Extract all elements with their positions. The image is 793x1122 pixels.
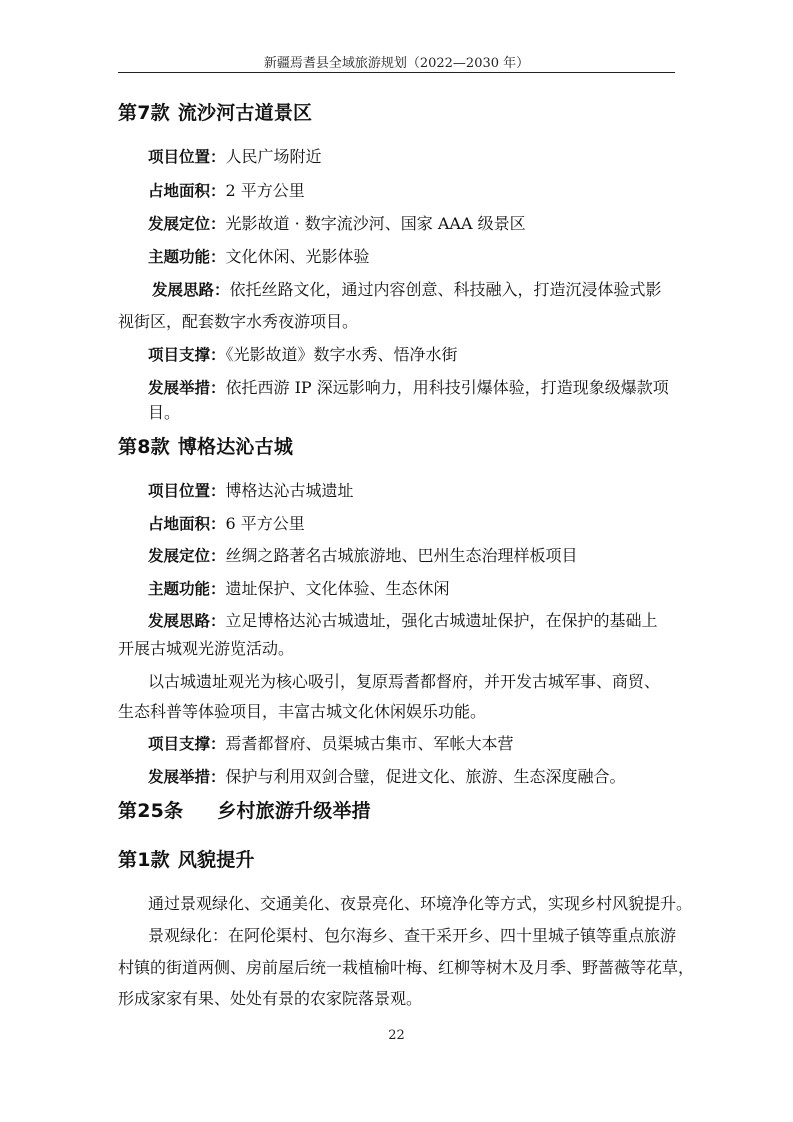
body-paragraph-cont: 村镇的街道两侧、房前屋后统一栽植榆叶梅、红柳等树木及月季、野蔷薇等花草， (118, 958, 695, 977)
field-idea-cont: 视街区，配套数字水秀夜游项目。 (118, 312, 359, 331)
field-value: 遗址保护、文化体验、生态休闲 (225, 579, 450, 598)
field-value: 保护与利用双剑合璧，促进文化、旅游、生态深度融合。 (225, 767, 626, 786)
field-value: 丝绸之路著名古城旅游地、巴州生态治理样板项目 (225, 546, 578, 565)
field-label: 发展举措： (148, 768, 226, 786)
field-label: 项目位置： (148, 482, 226, 500)
field-label: 发展思路： (148, 612, 226, 630)
body-paragraph: 景观绿化：在阿伦渠村、包尔海乡、查干采开乡、四十里城子镇等重点旅游 (148, 926, 677, 945)
page-number: 22 (388, 1028, 405, 1043)
field-idea (152, 279, 662, 301)
section-number: 第7款 (118, 102, 170, 124)
field-label: 主题功能： (148, 248, 226, 266)
field-measures (148, 766, 626, 788)
section-title: 流沙河古道景区 (177, 102, 313, 124)
body-paragraph: 通过景观绿化、交通美化、夜景亮化、环境净化等方式，实现乡村风貌提升。 (148, 894, 693, 913)
field-label: 发展定位： (148, 215, 226, 233)
field-label: 发展定位： (148, 547, 226, 565)
section-heading-7 (118, 98, 312, 125)
body-paragraph-cont: 生态科普等体验项目，丰富古城文化休闲娱乐功能。 (118, 702, 487, 721)
field-value: 《光影故道》数字水秀、悟净水街 (225, 345, 458, 364)
field-value: 依托丝路文化，通过内容创意、科技融入，打造沉浸体验式影 (229, 280, 662, 299)
article-heading-25 (118, 796, 371, 823)
section-number: 第1款 (118, 849, 170, 871)
section-heading-8 (118, 432, 293, 459)
field-value: 依托西游 IP 深远影响力，用科技引爆体验，打造现象级爆款项 (225, 378, 669, 397)
field-value: 人民广场附近 (225, 147, 322, 166)
field-value: 立足博格达沁古城遗址，强化古城遗址保护，在保护的基础上 (225, 611, 658, 630)
field-label: 主题功能： (148, 580, 226, 598)
field-function (148, 246, 370, 268)
field-value: 光影故道 · 数字流沙河、国家 AAA 级景区 (225, 214, 526, 233)
field-location (148, 146, 322, 168)
field-support (148, 733, 514, 755)
field-label: 占地面积： (148, 515, 226, 533)
field-measures-cont: 目。 (148, 403, 181, 422)
field-label: 项目支撑： (148, 346, 226, 364)
section-heading-1 (118, 845, 255, 872)
article-number: 第25条 (118, 800, 184, 822)
field-idea-cont: 开展古城观光游览活动。 (118, 639, 295, 658)
field-value: 6 平方公里 (225, 514, 305, 533)
field-positioning (148, 545, 578, 567)
body-paragraph-cont: 形成家家有果、处处有景的农家院落景观。 (118, 989, 423, 1008)
running-header: 新疆焉耆县全域旅游规划（2022—2030 年） (263, 56, 530, 71)
field-label: 发展举措： (148, 379, 226, 397)
field-area (148, 513, 305, 535)
field-label: 发展思路： (152, 281, 230, 299)
header-rule (118, 72, 675, 73)
field-support (148, 344, 458, 366)
field-label: 占地面积： (148, 182, 226, 200)
section-number: 第8款 (118, 436, 170, 458)
field-label: 项目支撑： (148, 735, 226, 753)
article-title: 乡村旅游升级举措 (217, 800, 371, 822)
field-area (148, 180, 305, 202)
field-value: 文化休闲、光影体验 (225, 247, 370, 266)
section-title: 博格达沁古城 (177, 436, 294, 458)
field-value: 博格达沁古城遗址 (225, 481, 354, 500)
section-title: 风貌提升 (177, 849, 255, 871)
field-value: 2 平方公里 (225, 181, 305, 200)
body-paragraph: 以古城遗址观光为核心吸引，复原焉耆都督府，并开发古城军事、商贸、 (148, 672, 661, 691)
field-measures (148, 377, 669, 399)
field-idea (148, 610, 658, 632)
field-label: 项目位置： (148, 148, 226, 166)
field-positioning (148, 213, 526, 235)
field-location (148, 480, 354, 502)
field-value: 焉耆都督府、员渠城古集市、军帐大本营 (225, 734, 514, 753)
field-function (148, 578, 450, 600)
